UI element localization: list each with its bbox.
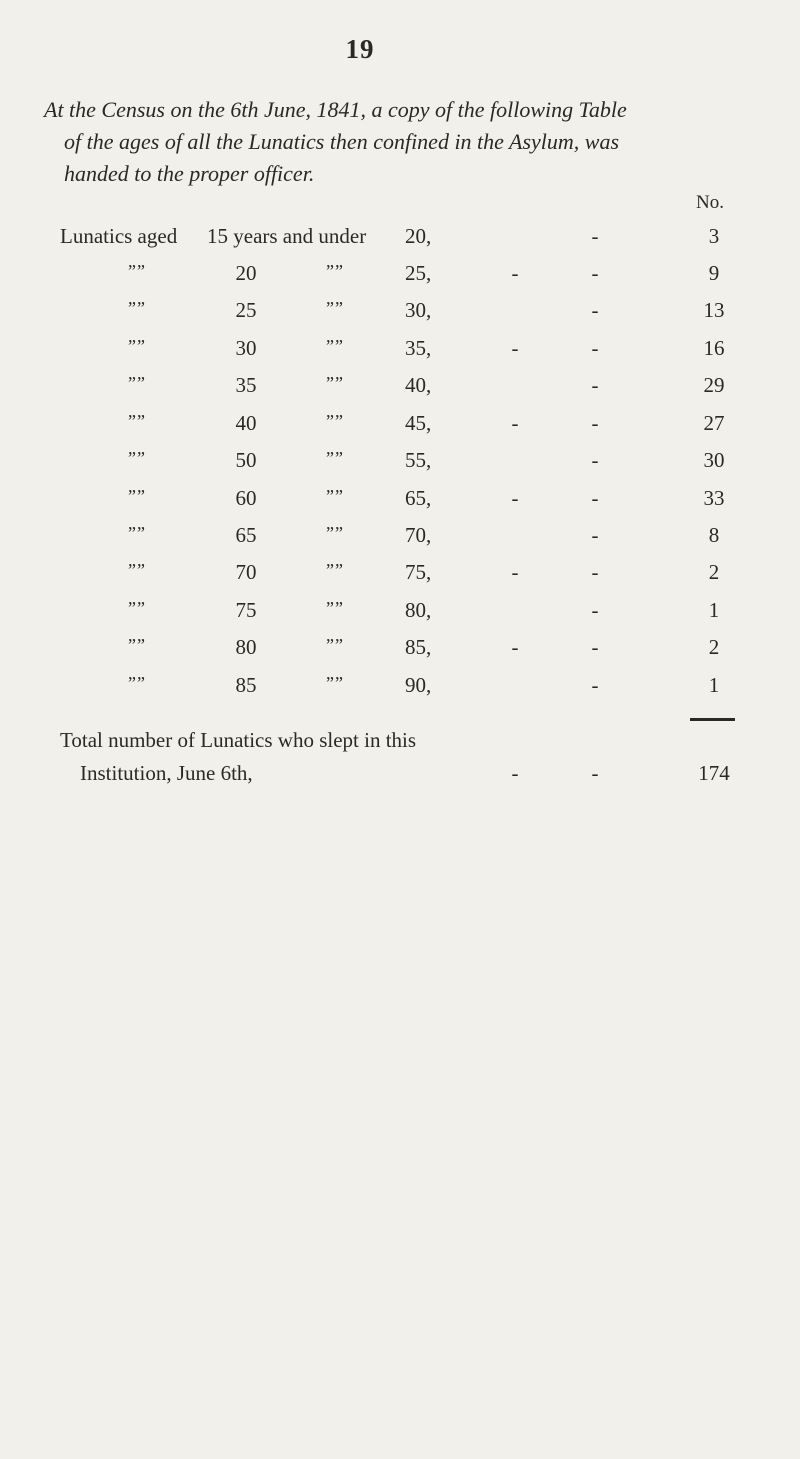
total-dash: - [511, 761, 519, 785]
total-count: 174 [698, 761, 730, 785]
row-dash: - [591, 448, 599, 472]
table-row [0, 298, 800, 328]
row-from: 25 [235, 298, 257, 322]
ditto-mark: ”” [128, 673, 146, 693]
row-count: 2 [708, 635, 720, 659]
total-dash: - [591, 761, 599, 785]
row-count: 1 [708, 673, 720, 697]
row-count: 8 [708, 523, 720, 547]
table-row [0, 560, 800, 590]
ditto-mark: ”” [128, 560, 146, 580]
row-to: 90, [405, 673, 432, 697]
ditto-mark: ”” [128, 298, 146, 318]
row-dash: - [591, 298, 599, 322]
row-from: 15 years and under [207, 224, 367, 248]
ditto-mark: ”” [326, 373, 344, 393]
table-row [0, 373, 800, 403]
row-from: 70 [235, 560, 257, 584]
intro-line: of the ages of all the Lunatics then confined in the Asylum, was [64, 129, 620, 154]
ditto-mark: ”” [128, 261, 146, 281]
intro-line: handed to the proper officer. [64, 161, 315, 186]
row-to: 30, [405, 298, 432, 322]
table-row [0, 224, 800, 254]
ditto-mark: ”” [326, 635, 344, 655]
row-dash: - [511, 635, 519, 659]
row-to: 35, [405, 336, 432, 360]
ditto-mark: ”” [128, 411, 146, 431]
table-row [0, 486, 800, 516]
total-rule [690, 718, 735, 721]
row-count: 27 [703, 411, 725, 435]
row-dash: - [591, 635, 599, 659]
row-from: 40 [235, 411, 257, 435]
ditto-mark: ”” [326, 261, 344, 281]
row-count: 13 [703, 298, 725, 322]
ditto-mark: ”” [326, 523, 344, 543]
row-to: 75, [405, 560, 432, 584]
ditto-mark: ”” [326, 411, 344, 431]
ditto-mark: ”” [326, 598, 344, 618]
row-count: 33 [703, 486, 725, 510]
row-count: 30 [703, 448, 725, 472]
row-from: 60 [235, 486, 257, 510]
row-from: 80 [235, 635, 257, 659]
total-line-2: Institution, June 6th, [80, 761, 253, 785]
row-count: 1 [708, 598, 720, 622]
row-from: 65 [235, 523, 257, 547]
ditto-mark: ”” [128, 336, 146, 356]
row-from: 75 [235, 598, 257, 622]
row-from: 35 [235, 373, 257, 397]
table-row [0, 598, 800, 628]
page-number: 19 [345, 34, 375, 64]
ditto-mark: ”” [326, 560, 344, 580]
row-dash: - [511, 486, 519, 510]
row-dash: - [591, 373, 599, 397]
row-count: 3 [708, 224, 720, 248]
ditto-mark: ”” [128, 373, 146, 393]
row-to: 40, [405, 373, 432, 397]
ditto-mark: ”” [326, 298, 344, 318]
row-to: 55, [405, 448, 432, 472]
ditto-mark: ”” [128, 635, 146, 655]
row-count: 29 [703, 373, 725, 397]
row-from: 50 [235, 448, 257, 472]
row-label: Lunatics aged [60, 224, 178, 248]
intro-line: At the Census on the 6th June, 1841, a copy of the following Table [44, 97, 627, 122]
count-column-header: No. [696, 192, 724, 213]
ditto-mark: ”” [128, 598, 146, 618]
ditto-mark: ”” [326, 336, 344, 356]
row-to: 25, [405, 261, 432, 285]
row-count: 16 [703, 336, 725, 360]
ditto-mark: ”” [128, 523, 146, 543]
table-row [0, 411, 800, 441]
table-row [0, 673, 800, 703]
table-row [0, 523, 800, 553]
table-row [0, 336, 800, 366]
ditto-mark: ”” [326, 673, 344, 693]
row-dash: - [591, 486, 599, 510]
table-row [0, 635, 800, 665]
row-dash: - [591, 560, 599, 584]
row-dash: - [591, 523, 599, 547]
row-dash: - [511, 336, 519, 360]
row-to: 45, [405, 411, 432, 435]
row-to: 85, [405, 635, 432, 659]
row-dash: - [591, 336, 599, 360]
row-count: 2 [708, 560, 720, 584]
row-dash: - [591, 261, 599, 285]
ditto-mark: ”” [128, 448, 146, 468]
row-count: 9 [708, 261, 720, 285]
row-from: 85 [235, 673, 257, 697]
row-dash: - [511, 261, 519, 285]
ditto-mark: ”” [326, 448, 344, 468]
row-dash: - [511, 411, 519, 435]
row-dash: - [591, 224, 599, 248]
table-row [0, 448, 800, 478]
ditto-mark: ”” [128, 486, 146, 506]
row-to: 70, [405, 523, 432, 547]
row-dash: - [511, 560, 519, 584]
row-to: 80, [405, 598, 432, 622]
row-from: 20 [235, 261, 257, 285]
row-from: 30 [235, 336, 257, 360]
row-dash: - [591, 411, 599, 435]
total-line-1: Total number of Lunatics who slept in this [60, 728, 417, 752]
intro-paragraph [44, 94, 749, 190]
row-to: 20, [405, 224, 432, 248]
ditto-mark: ”” [326, 486, 344, 506]
table-row [0, 261, 800, 291]
row-dash: - [591, 598, 599, 622]
row-to: 65, [405, 486, 432, 510]
row-dash: - [591, 673, 599, 697]
